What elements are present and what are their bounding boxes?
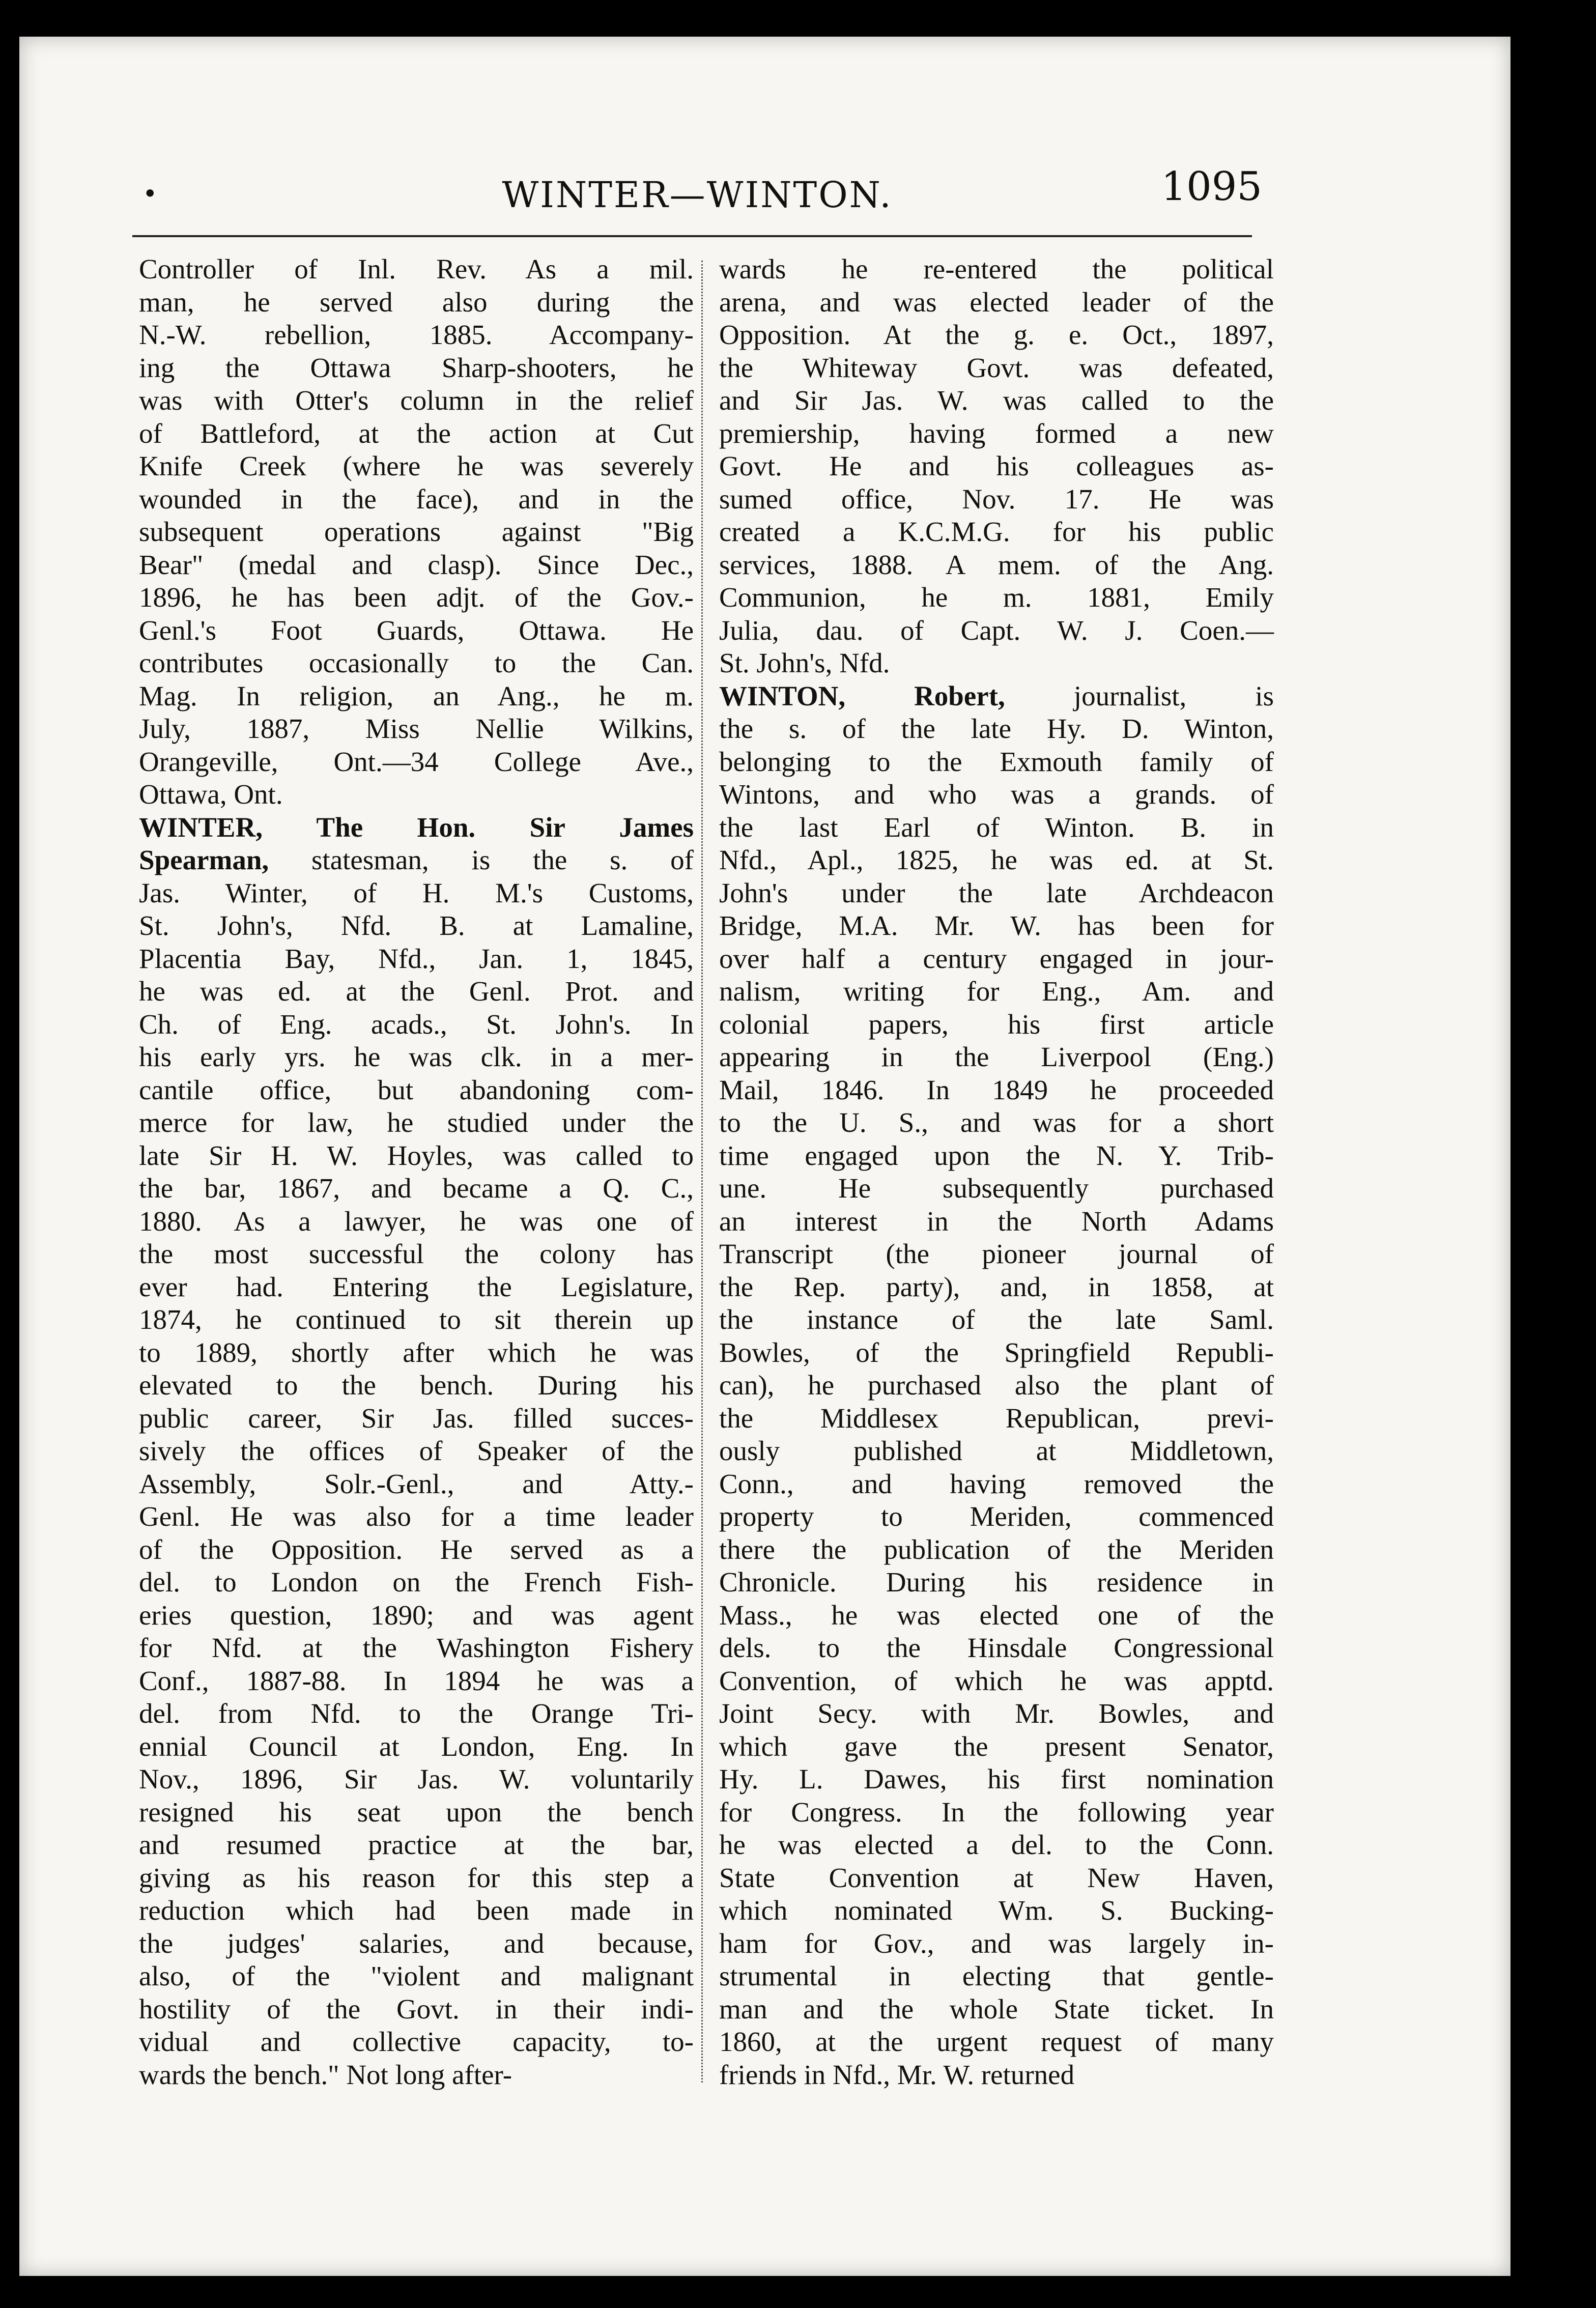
text-line: Bowles, of the Springfield Republi- <box>719 1336 1274 1368</box>
text-line: 1874, he continued to sit therein up <box>139 1304 694 1335</box>
text-line: the Whiteway Govt. was defeated, <box>719 352 1274 383</box>
text-line: also, of the "violent and malignant <box>139 1960 694 1991</box>
text-line: the Rep. party), and, in 1858, at <box>719 1271 1274 1302</box>
text-line: appearing in the Liverpool (Eng.) <box>719 1041 1274 1072</box>
text-line: friends in Nfd., Mr. W. returned <box>719 2059 1075 2090</box>
header-rule <box>132 235 1252 237</box>
text-line: subsequent operations against "Big <box>139 516 694 547</box>
text-line: reduction which had been made in <box>139 1895 694 1926</box>
text-line: can), he purchased also the plant of <box>719 1370 1274 1401</box>
text-line: Spearman, statesman, is the s. of <box>139 844 694 875</box>
text-line: Mag. In religion, an Ang., he m. <box>139 680 694 711</box>
text-line: for Congress. In the following year <box>719 1796 1274 1828</box>
page-number: 1095 <box>1161 164 1262 210</box>
text-line: merce for law, he studied under the <box>139 1107 694 1138</box>
text-line: the Middlesex Republican, previ- <box>719 1402 1274 1434</box>
text-line: the most successful the colony has <box>139 1238 694 1269</box>
text-line: wards the bench." Not long after- <box>139 2059 512 2090</box>
text-line: of Battleford, at the action at Cut <box>139 417 694 449</box>
text-line: time engaged upon the N. Y. Trib- <box>719 1139 1274 1171</box>
text-line: vidual and collective capacity, to- <box>139 2026 694 2057</box>
text-line: Nfd., Apl., 1825, he was ed. at St. <box>719 844 1274 875</box>
text-line: Bridge, M.A. Mr. W. has been for <box>719 910 1274 941</box>
text-line: cantile office, but abandoning com- <box>139 1074 694 1105</box>
text-line: July, 1887, Miss Nellie Wilkins, <box>139 713 694 744</box>
text-line: man and the whole State ticket. In <box>719 1993 1274 2025</box>
text-line: over half a century engaged in jour- <box>719 943 1274 974</box>
text-line: Conf., 1887-88. In 1894 he was a <box>139 1665 694 1696</box>
text-line: eries question, 1890; and was agent <box>139 1599 694 1631</box>
text-line: WINTON, Robert, journalist, is <box>719 680 1274 711</box>
entry-heading: Spearman, <box>139 844 269 875</box>
text-line: Wintons, and who was a grands. of <box>719 779 1274 810</box>
book-page <box>19 37 1510 2276</box>
text-line: created a K.C.M.G. for his public <box>719 516 1274 547</box>
text-line: St. John's, Nfd. <box>719 647 890 678</box>
text-line: ham for Gov., and was largely in- <box>719 1927 1274 1959</box>
text-line: 1880. As a lawyer, he was one of <box>139 1205 694 1237</box>
text-line: elevated to the bench. During his <box>139 1370 694 1401</box>
text-line: Transcript (the pioneer journal of <box>719 1238 1274 1269</box>
text-line: Julia, dau. of Capt. W. J. Coen.— <box>719 614 1274 646</box>
text-line: which gave the present Senator, <box>719 1730 1274 1762</box>
text-line: Chronicle. During his residence in <box>719 1566 1274 1598</box>
text-line: Mass., he was elected one of the <box>719 1599 1274 1631</box>
text-line: his early yrs. he was clk. in a mer- <box>139 1041 694 1072</box>
text-line: premiership, having formed a new <box>719 417 1274 449</box>
text-line: was with Otter's column in the relief <box>139 385 694 416</box>
text-line: to 1889, shortly after which he was <box>139 1336 694 1368</box>
text-line: Placentia Bay, Nfd., Jan. 1, 1845, <box>139 943 694 974</box>
text-line: there the publication of the Meriden <box>719 1533 1274 1565</box>
text-line: and Sir Jas. W. was called to the <box>719 385 1274 416</box>
text-line: John's under the late Archdeacon <box>719 877 1274 908</box>
text-line: ously published at Middletown, <box>719 1435 1274 1466</box>
text-line: Hy. L. Dawes, his first nomination <box>719 1763 1274 1794</box>
text-line: services, 1888. A mem. of the Ang. <box>719 549 1274 580</box>
text-line: giving as his reason for this step a <box>139 1862 694 1893</box>
text-line: St. John's, Nfd. B. at Lamaline, <box>139 910 694 941</box>
text-line: Nov., 1896, Sir Jas. W. voluntarily <box>139 1763 694 1794</box>
text-line: Controller of Inl. Rev. As a mil. <box>139 253 694 284</box>
text-line: to the U. S., and was for a short <box>719 1107 1274 1138</box>
text-line: he was ed. at the Genl. Prot. and <box>139 976 694 1007</box>
text-line: sumed office, Nov. 17. He was <box>719 483 1274 515</box>
text-line: the last Earl of Winton. B. in <box>719 811 1274 843</box>
text-line: une. He subsequently purchased <box>719 1173 1274 1204</box>
text-line: wards he re-entered the political <box>719 253 1274 284</box>
text-line: N.-W. rebellion, 1885. Accompany- <box>139 319 694 350</box>
text-line: ing the Ottawa Sharp-shooters, he <box>139 352 694 383</box>
entry-heading: WINTON, Robert, <box>719 680 1005 711</box>
text-line: man, he served also during the <box>139 286 694 318</box>
text-line: belonging to the Exmouth family of <box>719 746 1274 777</box>
text-line: and resumed practice at the bar, <box>139 1829 694 1860</box>
header-mark: • <box>142 179 158 209</box>
text-line: property to Meriden, commenced <box>719 1501 1274 1532</box>
page-header <box>132 164 1262 225</box>
text-line: 1896, he has been adjt. of the Gov.- <box>139 582 694 613</box>
text-line: Communion, he m. 1881, Emily <box>719 582 1274 613</box>
text-line: the bar, 1867, and became a Q. C., <box>139 1173 694 1204</box>
text-line: colonial papers, his first article <box>719 1008 1274 1040</box>
text-line: Genl. He was also for a time leader <box>139 1501 694 1532</box>
text-line: ennial Council at London, Eng. In <box>139 1730 694 1762</box>
text-line: nalism, writing for Eng., Am. and <box>719 976 1274 1007</box>
text-line: ever had. Entering the Legislature, <box>139 1271 694 1302</box>
text-line: Joint Secy. with Mr. Bowles, and <box>719 1698 1274 1729</box>
text-line: wounded in the face), and in the <box>139 483 694 515</box>
text-line: of the Opposition. He served as a <box>139 1533 694 1565</box>
text-line: Genl.'s Foot Guards, Ottawa. He <box>139 614 694 646</box>
text-line: the judges' salaries, and because, <box>139 1927 694 1959</box>
text-line: Knife Creek (where he was severely <box>139 450 694 481</box>
text-line: strumental in electing that gentle- <box>719 1960 1274 1991</box>
column-divider <box>701 261 703 2083</box>
text-line: the s. of the late Hy. D. Winton, <box>719 713 1274 744</box>
text-line: Assembly, Solr.-Genl., and Atty.- <box>139 1468 694 1499</box>
text-line: dels. to the Hinsdale Congressional <box>719 1632 1274 1663</box>
text-line: resigned his seat upon the bench <box>139 1796 694 1828</box>
text-line: arena, and was elected leader of the <box>719 286 1274 318</box>
text-line: Govt. He and his colleagues as- <box>719 450 1274 481</box>
text-line: which nominated Wm. S. Bucking- <box>719 1895 1274 1926</box>
text-line: Conn., and having removed the <box>719 1468 1274 1499</box>
text-line: contributes occasionally to the Can. <box>139 647 694 678</box>
text-line: Opposition. At the g. e. Oct., 1897, <box>719 319 1274 350</box>
text-line: State Convention at New Haven, <box>719 1862 1274 1893</box>
left-column <box>139 253 694 2091</box>
right-column <box>719 253 1274 2091</box>
text-line: Jas. Winter, of H. M.'s Customs, <box>139 877 694 908</box>
running-title: WINTER—WINTON. <box>502 174 893 216</box>
text-line: late Sir H. W. Hoyles, was called to <box>139 1139 694 1171</box>
text-line: hostility of the Govt. in their indi- <box>139 1993 694 2025</box>
text-line: Ottawa, Ont. <box>139 779 283 810</box>
text-line <box>139 811 694 844</box>
text-line: Convention, of which he was apptd. <box>719 1665 1274 1696</box>
text-line: he was elected a del. to the Conn. <box>719 1829 1274 1860</box>
text-line: Ch. of Eng. acads., St. John's. In <box>139 1008 694 1040</box>
text-line: public career, Sir Jas. filled succes- <box>139 1402 694 1434</box>
entry-heading: WINTER, The Hon. Sir James <box>139 811 694 843</box>
text-line: del. from Nfd. to the Orange Tri- <box>139 1698 694 1729</box>
text-line: the instance of the late Saml. <box>719 1304 1274 1335</box>
text-line: del. to London on the French Fish- <box>139 1566 694 1598</box>
text-line: Bear" (medal and clasp). Since Dec., <box>139 549 694 580</box>
text-line: for Nfd. at the Washington Fishery <box>139 1632 694 1663</box>
text-line: sively the offices of Speaker of the <box>139 1435 694 1466</box>
text-line: an interest in the North Adams <box>719 1205 1274 1237</box>
text-line: 1860, at the urgent request of many <box>719 2026 1274 2057</box>
text-line: Mail, 1846. In 1849 he proceeded <box>719 1074 1274 1105</box>
text-line: Orangeville, Ont.—34 College Ave., <box>139 746 694 777</box>
